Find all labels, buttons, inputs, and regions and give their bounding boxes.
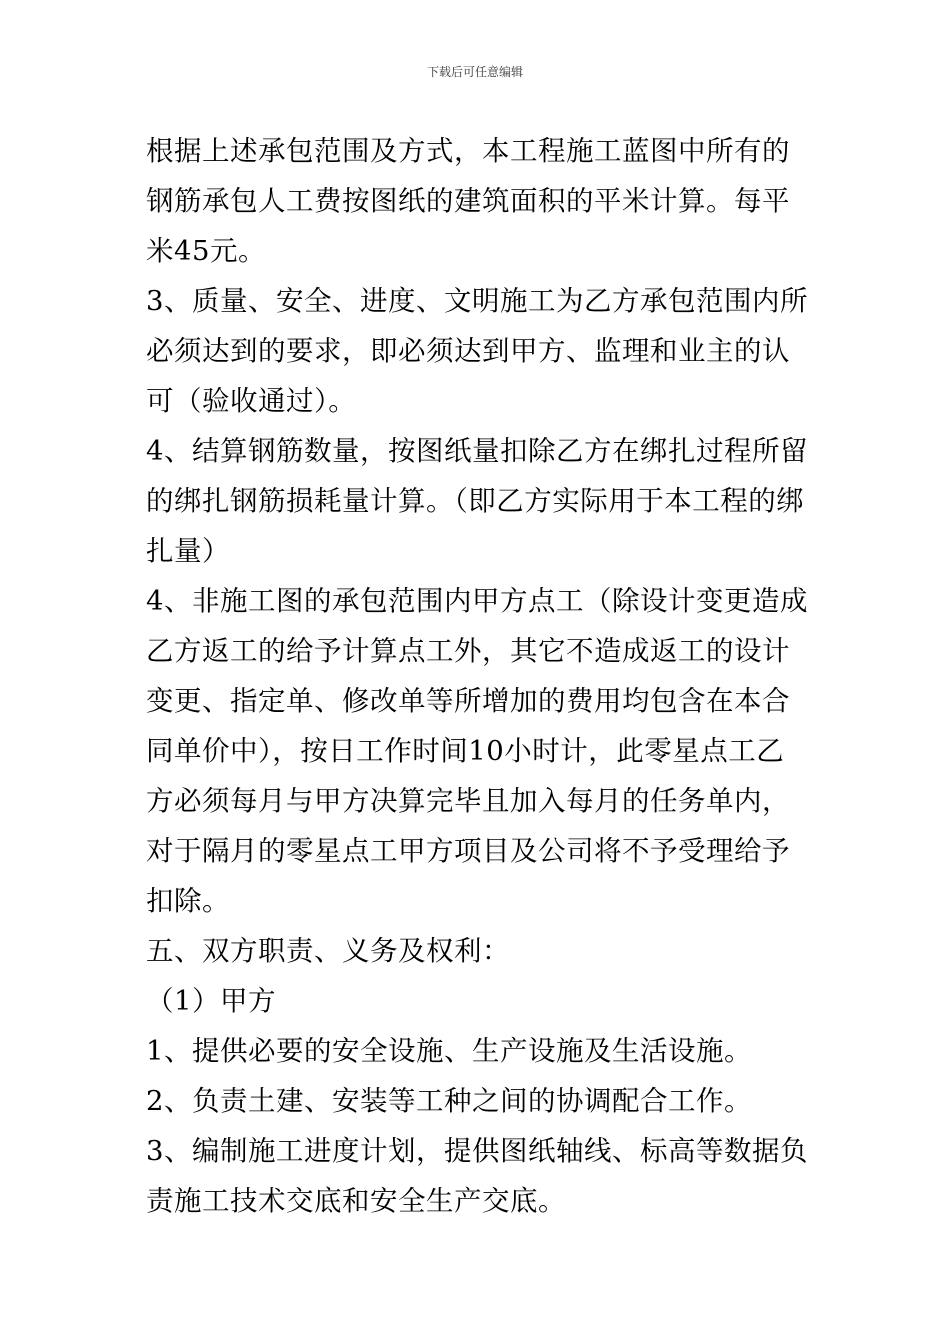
list-item-facilities: 1、提供必要的安全设施、生产设施及生活设施。 — [146, 1035, 752, 1067]
paragraph-settlement-quantity: 4、结算钢筋数量，按图纸量扣除乙方在绑扎过程所留的绑扎钢筋损耗量计算。（即乙方实际用于本工程的绑扎量） — [146, 435, 808, 567]
list-item-schedule: 3、编制施工进度计划，提供图纸轴线、标高等数据负责施工技术交底和安全生产交底。 — [146, 1135, 808, 1217]
paragraph-point-labor: 4、非施工图的承包范围内甲方点工（除设计变更造成乙方返工的给予计算点工外，其它不造成返工的设计变更、指定单、修改单等所增加的费用均包含在本合同单价中），按日工作时间10小时计，此零星点工乙方必须每月与甲方决算完毕且加入每月的任务单内，对于隔月的零星点工甲方项目及公司将不予受理给予扣除。 — [146, 585, 808, 917]
paragraph-quality-requirements: 3、质量、安全、进度、文明施工为乙方承包范围内所必须达到的要求，即必须达到甲方、监理和业主的认可（验收通过）。 — [146, 285, 808, 417]
page-header: 下载后可任意编辑 — [426, 65, 523, 79]
paragraph-pricing: 根据上述承包范围及方式，本工程施工蓝图中所有的钢筋承包人工费按图纸的建筑面积的平米计算。每平米45元。 — [146, 135, 790, 267]
document-body — [146, 126, 810, 1226]
subsection-heading-party-a: （1）甲方 — [146, 985, 276, 1017]
list-item-coordination: 2、负责土建、安装等工种之间的协调配合工作。 — [146, 1085, 752, 1117]
section-heading-responsibilities: 五、双方职责、义务及权利： — [146, 935, 510, 967]
